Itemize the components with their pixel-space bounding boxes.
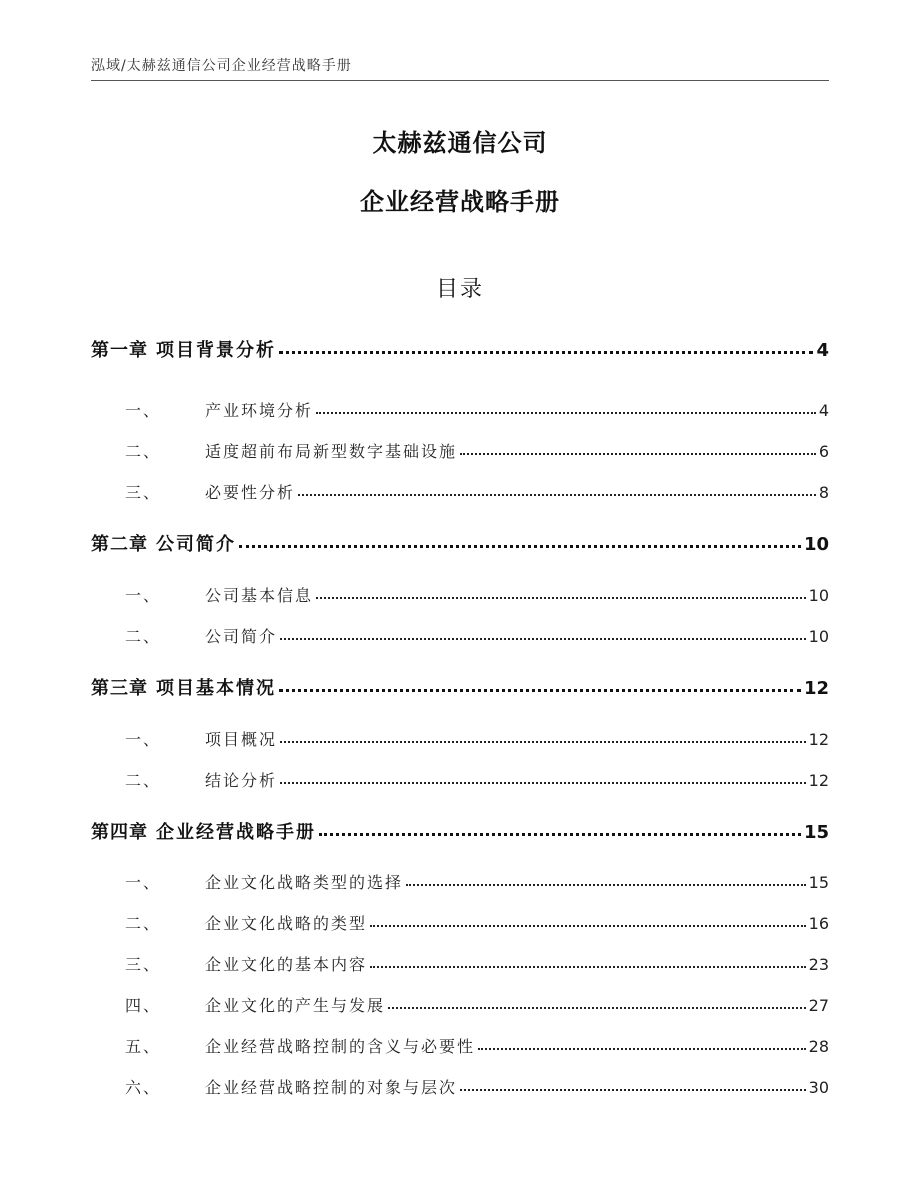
toc-entry-number: 六、: [125, 1078, 162, 1097]
toc-entry-number: 五、: [125, 1037, 162, 1056]
toc-entry-page: 10: [808, 586, 829, 605]
toc-chapter-4[interactable]: [91, 818, 829, 844]
toc-section-4-5[interactable]: [91, 1034, 829, 1057]
toc-entry-label: 企业文化战略类型的选择: [205, 873, 404, 892]
toc-entry-label: 企业文化战略的类型: [205, 914, 368, 933]
toc-entry-number: 一、: [125, 401, 162, 420]
toc-entry-label: 企业经营战略控制的含义与必要性: [205, 1037, 476, 1056]
toc-entry-page: 10: [808, 627, 829, 646]
dot-leader: [478, 1048, 806, 1050]
toc-section-1-1[interactable]: [91, 398, 829, 421]
dot-leader: [239, 545, 801, 548]
toc-entry-page: 15: [803, 822, 829, 843]
toc-entry-label: 企业文化的基本内容: [205, 955, 368, 974]
toc-entry-label: 项目概况: [205, 730, 278, 749]
dot-leader: [280, 741, 806, 743]
toc-entry-page: 30: [808, 1078, 829, 1097]
toc-section-4-4[interactable]: [91, 993, 829, 1016]
document-title: 企业经营战略手册: [360, 188, 560, 216]
toc-section-4-1[interactable]: [91, 870, 829, 893]
toc-entry-page: 16: [808, 914, 829, 933]
toc-entry-label: 企业经营战略手册: [156, 822, 316, 843]
toc-section-4-6[interactable]: [91, 1075, 829, 1098]
toc-entry-number: 一、: [125, 730, 162, 749]
toc-entry-page: 15: [808, 873, 829, 892]
dot-leader: [280, 782, 806, 784]
dot-leader: [406, 884, 806, 886]
toc-entry-number: 二、: [125, 914, 162, 933]
toc-heading: 目录: [435, 277, 484, 302]
dot-leader: [370, 966, 806, 968]
dot-leader: [316, 597, 806, 599]
toc-entry-number: 二、: [125, 627, 162, 646]
dot-leader: [298, 494, 816, 496]
running-header: 泓域/太赫兹通信公司企业经营战略手册: [91, 58, 352, 74]
dot-leader: [280, 638, 806, 640]
toc-chapter-1[interactable]: [91, 336, 829, 362]
toc-section-4-2[interactable]: [91, 911, 829, 934]
toc-entry-number: 第三章: [91, 678, 148, 699]
toc-entry-label: 公司基本信息: [205, 586, 314, 605]
toc-entry-label: 适度超前布局新型数字基础设施: [205, 442, 458, 461]
toc-entry-number: 三、: [125, 955, 162, 974]
toc-chapter-3[interactable]: [91, 674, 829, 700]
toc-entry-page: 23: [808, 955, 829, 974]
toc-entry-number: 第四章: [91, 822, 148, 843]
toc-section-3-2[interactable]: [91, 768, 829, 791]
toc-entry-page: 27: [808, 996, 829, 1015]
toc-entry-label: 结论分析: [205, 771, 278, 790]
dot-leader: [316, 412, 816, 414]
toc-entry-page: 4: [816, 340, 829, 361]
toc-entry-page: 10: [803, 534, 829, 555]
toc-entry-page: 28: [808, 1037, 829, 1056]
toc-entry-label: 产业环境分析: [205, 401, 314, 420]
toc-entry-number: 四、: [125, 996, 162, 1015]
toc-entry-label: 企业文化的产生与发展: [205, 996, 386, 1015]
toc-section-4-3[interactable]: [91, 952, 829, 975]
toc-entry-page: 4: [818, 401, 829, 420]
toc-entry-number: 第一章: [91, 340, 148, 361]
toc-entry-number: 一、: [125, 586, 162, 605]
toc-section-2-1[interactable]: [91, 583, 829, 606]
dot-leader: [388, 1007, 806, 1009]
toc-entry-page: 12: [808, 730, 829, 749]
company-title: 太赫兹通信公司: [372, 129, 548, 157]
toc-entry-page: 12: [808, 771, 829, 790]
toc-entry-number: 一、: [125, 873, 162, 892]
dot-leader: [279, 351, 813, 354]
toc-entry-label: 企业经营战略控制的对象与层次: [205, 1078, 458, 1097]
toc-section-3-1[interactable]: [91, 727, 829, 750]
dot-leader: [460, 453, 816, 455]
toc-entry-page: 8: [818, 483, 829, 502]
toc-entry-number: 二、: [125, 442, 162, 461]
dot-leader: [319, 833, 801, 836]
dot-leader: [460, 1089, 806, 1091]
toc-entry-label: 项目背景分析: [156, 340, 276, 361]
toc-entry-label: 项目基本情况: [156, 678, 276, 699]
dot-leader: [370, 925, 806, 927]
toc-entry-number: 三、: [125, 483, 162, 502]
toc-entry-label: 必要性分析: [205, 483, 296, 502]
toc-section-1-2[interactable]: [91, 439, 829, 462]
toc-entry-number: 第二章: [91, 534, 148, 555]
toc-chapter-2[interactable]: [91, 530, 829, 556]
toc-entry-page: 12: [803, 678, 829, 699]
toc-entry-label: 公司简介: [205, 627, 278, 646]
toc-entry-label: 公司简介: [156, 534, 236, 555]
dot-leader: [279, 689, 801, 692]
toc-entry-number: 二、: [125, 771, 162, 790]
toc-entry-page: 6: [818, 442, 829, 461]
toc-section-1-3[interactable]: [91, 480, 829, 503]
toc-section-2-2[interactable]: [91, 624, 829, 647]
header-divider: [91, 80, 829, 81]
